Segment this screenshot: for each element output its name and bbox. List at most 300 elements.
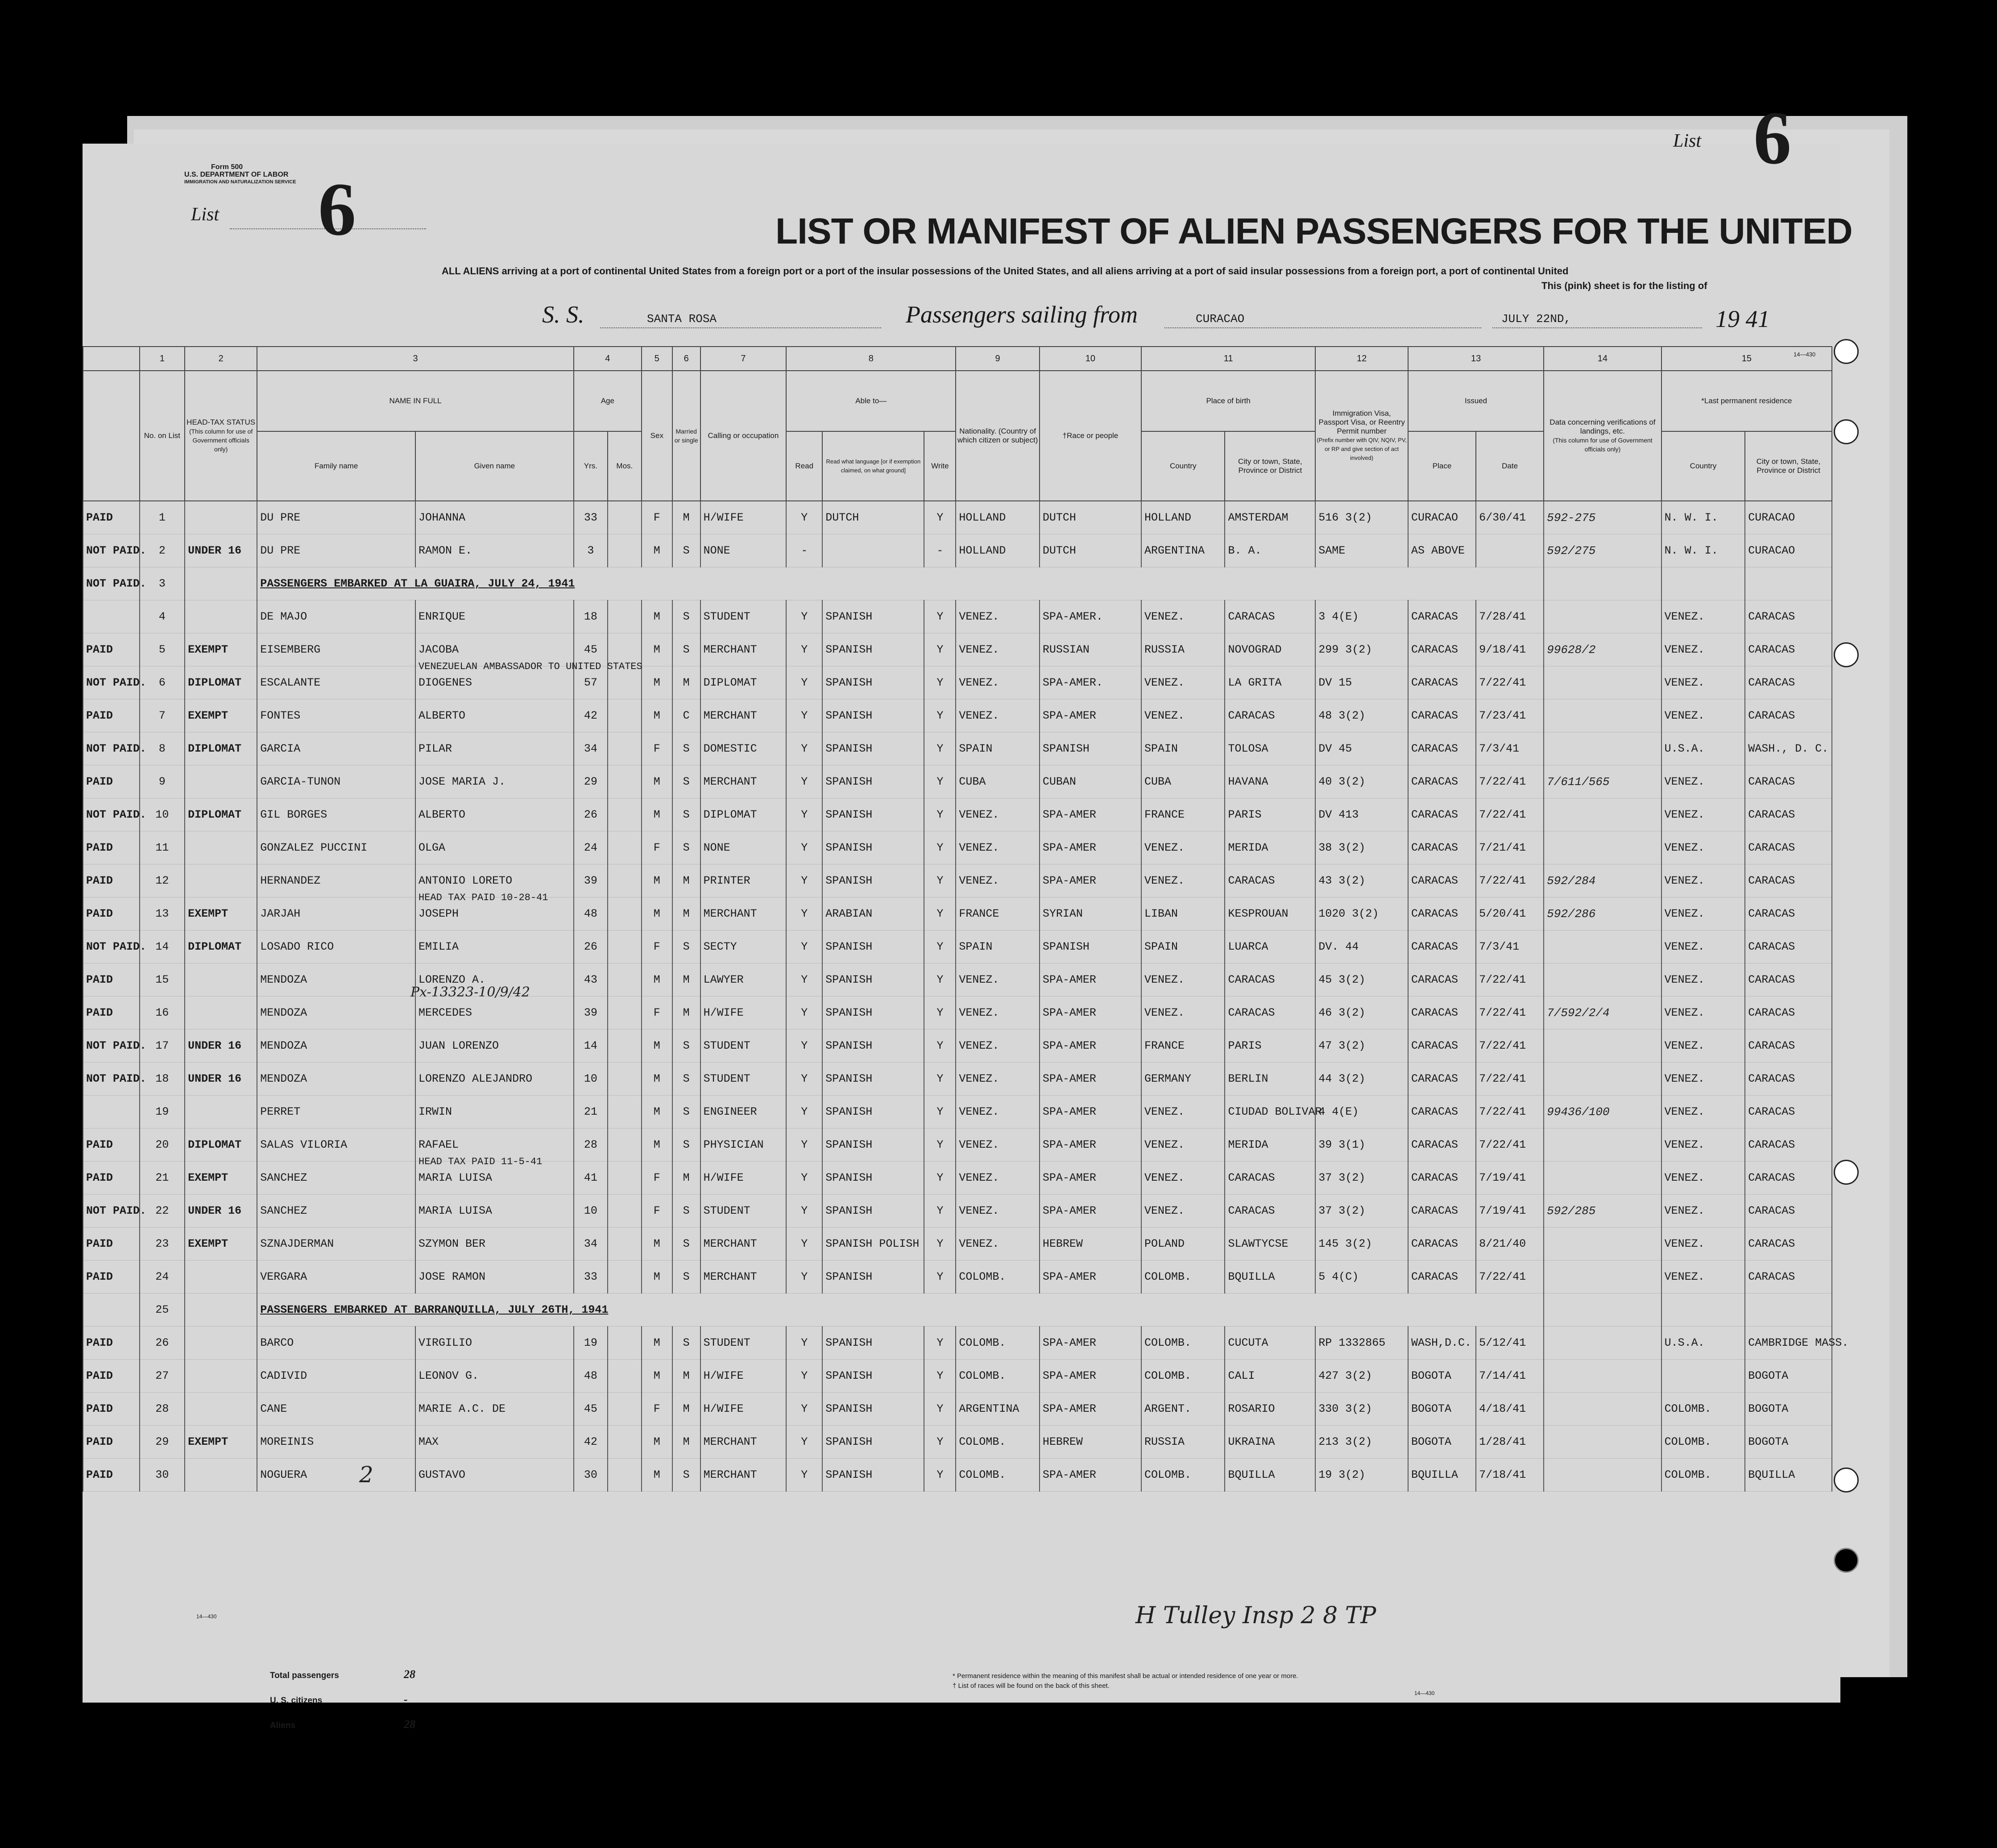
birth-city-cell: BQUILLA bbox=[1225, 1459, 1315, 1492]
residence-country-cell: VENEZ. bbox=[1661, 666, 1745, 699]
age-years-cell: 19 bbox=[574, 1327, 608, 1360]
sex-cell: M bbox=[642, 765, 672, 798]
passenger-table bbox=[83, 346, 1849, 1492]
language-cell: SPANISH bbox=[822, 1426, 924, 1459]
language-cell: DUTCH bbox=[822, 501, 924, 534]
residence-country-cell: VENEZ. bbox=[1661, 765, 1745, 798]
nationality-cell: VENEZ. bbox=[956, 699, 1040, 732]
empty-cell bbox=[1661, 1294, 1745, 1327]
list-number-cell: 20 bbox=[140, 1129, 185, 1162]
visa-cell: 45 3(2) bbox=[1315, 963, 1408, 996]
residence-country-cell: VENEZ. bbox=[1661, 600, 1745, 633]
head-tax-status-cell: EXEMPT bbox=[185, 633, 257, 666]
col-num-4: 4 bbox=[574, 347, 642, 371]
marital-status-cell: M bbox=[672, 897, 700, 930]
race-cell: SPA-AMER bbox=[1040, 798, 1141, 831]
family-name-cell: GARCIA bbox=[257, 732, 415, 765]
occupation-cell: H/WIFE bbox=[700, 501, 787, 534]
list-number-cell: 1 bbox=[140, 501, 185, 534]
birth-country-cell: VENEZ. bbox=[1141, 699, 1225, 732]
sailing-port: CURACAO bbox=[1196, 312, 1245, 326]
list-number-cell: 6 bbox=[140, 666, 185, 699]
issued-date-cell: 7/19/41 bbox=[1476, 1195, 1544, 1228]
age-months-cell bbox=[608, 930, 642, 963]
verification-cell bbox=[1544, 831, 1661, 864]
table-row bbox=[83, 1327, 1832, 1360]
binder-hole bbox=[1834, 1548, 1859, 1573]
race-cell: SPA-AMER bbox=[1040, 1029, 1141, 1062]
issued-place-cell: CARACAS bbox=[1408, 1162, 1476, 1195]
occupation-cell: STUDENT bbox=[700, 600, 787, 633]
head-tax-paid-status: NOT PAID. bbox=[83, 798, 140, 831]
header-last-residence: *Last permanent residence bbox=[1661, 371, 1832, 431]
read-cell: Y bbox=[786, 1062, 822, 1096]
sex-cell: M bbox=[642, 1327, 672, 1360]
family-name-cell: HERNANDEZ bbox=[257, 864, 415, 897]
write-cell: Y bbox=[924, 732, 956, 765]
visa-title: Immigration Visa, Passport Visa, or Reentry Permit number bbox=[1318, 409, 1405, 435]
header-residence-city: City or town, State, Province or District bbox=[1745, 431, 1832, 501]
residence-country-cell: VENEZ. bbox=[1661, 1129, 1745, 1162]
verification-cell bbox=[1544, 1360, 1661, 1393]
birth-country-cell: COLOMB. bbox=[1141, 1261, 1225, 1294]
aliens-count bbox=[270, 1712, 538, 1737]
write-cell: Y bbox=[924, 600, 956, 633]
visa-cell: 299 3(2) bbox=[1315, 633, 1408, 666]
table-row bbox=[83, 1029, 1832, 1062]
empty-cell bbox=[1544, 1294, 1661, 1327]
sex-cell: M bbox=[642, 1360, 672, 1393]
family-name-cell: LOSADO RICO bbox=[257, 930, 415, 963]
family-name-cell: JARJAH bbox=[257, 897, 415, 930]
family-name-cell: NOGUERA bbox=[257, 1459, 415, 1492]
issued-date-cell: 7/28/41 bbox=[1476, 600, 1544, 633]
marital-status-cell: S bbox=[672, 930, 700, 963]
header-head-tax bbox=[185, 371, 257, 501]
race-cell: SPA-AMER bbox=[1040, 1096, 1141, 1129]
verification-cell bbox=[1544, 699, 1661, 732]
age-months-cell bbox=[608, 996, 642, 1029]
col-num-12: 12 bbox=[1315, 347, 1408, 371]
race-cell: DUTCH bbox=[1040, 501, 1141, 534]
header-issued-place: Place bbox=[1408, 431, 1476, 501]
age-months-cell bbox=[608, 831, 642, 864]
age-years-cell: 10 bbox=[574, 1195, 608, 1228]
issued-date-cell: 7/22/41 bbox=[1476, 1062, 1544, 1096]
occupation-cell: PRINTER bbox=[700, 864, 787, 897]
residence-city-cell: CARACAS bbox=[1745, 600, 1832, 633]
age-months-cell bbox=[608, 1162, 642, 1195]
birth-city-cell: LA GRITA bbox=[1225, 666, 1315, 699]
residence-city-cell: CURACAO bbox=[1745, 534, 1832, 567]
birth-city-cell: CARACAS bbox=[1225, 1162, 1315, 1195]
family-name-cell: EISEMBERG bbox=[257, 633, 415, 666]
list-number-cell: 27 bbox=[140, 1360, 185, 1393]
write-cell: Y bbox=[924, 633, 956, 666]
age-years-cell: 10 bbox=[574, 1062, 608, 1096]
issued-date-cell: 7/18/41 bbox=[1476, 1459, 1544, 1492]
nationality-cell: VENEZ. bbox=[956, 1029, 1040, 1062]
write-cell: Y bbox=[924, 930, 956, 963]
sex-cell: M bbox=[642, 534, 672, 567]
residence-city-cell: BOGOTA bbox=[1745, 1426, 1832, 1459]
head-tax-paid-status bbox=[83, 1096, 140, 1129]
head-tax-status-cell: DIPLOMAT bbox=[185, 1129, 257, 1162]
read-cell: Y bbox=[786, 699, 822, 732]
binder-hole bbox=[1834, 642, 1859, 667]
language-cell: SPANISH bbox=[822, 963, 924, 996]
nationality-cell: VENEZ. bbox=[956, 1062, 1040, 1096]
given-name-cell: EMILIA bbox=[415, 930, 574, 963]
birth-country-cell: GERMANY bbox=[1141, 1062, 1225, 1096]
residence-country-cell: VENEZ. bbox=[1661, 1261, 1745, 1294]
family-name-cell: DU PRE bbox=[257, 534, 415, 567]
binder-hole bbox=[1834, 1160, 1859, 1185]
issued-place-cell: CARACAS bbox=[1408, 1096, 1476, 1129]
head-tax-paid-status: PAID bbox=[83, 765, 140, 798]
header-age: Age bbox=[574, 371, 642, 431]
verification-cell bbox=[1544, 1062, 1661, 1096]
header-birth-country: Country bbox=[1141, 431, 1225, 501]
manifest-title: LIST OR MANIFEST OF ALIEN PASSENGERS FOR THE UNITED bbox=[775, 211, 1852, 252]
given-name-cell: HEAD TAX PAID 10-28-41 JOSEPH bbox=[415, 897, 574, 930]
age-years-cell: 33 bbox=[574, 1261, 608, 1294]
head-tax-paid-status: PAID bbox=[83, 1360, 140, 1393]
nationality-cell: COLOMB. bbox=[956, 1426, 1040, 1459]
family-name-cell: MENDOZA bbox=[257, 996, 415, 1029]
column-header-row-1 bbox=[83, 371, 1832, 431]
birth-city-cell: SLAWTYCSE bbox=[1225, 1228, 1315, 1261]
visa-cell: 46 3(2) bbox=[1315, 996, 1408, 1029]
read-cell: Y bbox=[786, 501, 822, 534]
issued-place-cell: CARACAS bbox=[1408, 1029, 1476, 1062]
family-name-cell: MENDOZA bbox=[257, 963, 415, 996]
typed-overnote: HEAD TAX PAID 10-28-41 bbox=[418, 892, 548, 903]
col-num-10: 10 bbox=[1040, 347, 1141, 371]
age-months-cell bbox=[608, 699, 642, 732]
header-landings bbox=[1544, 371, 1661, 501]
empty-cell bbox=[1544, 567, 1661, 600]
residence-city-cell: CARACAS bbox=[1745, 765, 1832, 798]
issued-place-cell: CARACAS bbox=[1408, 831, 1476, 864]
head-tax-paid-status: PAID bbox=[83, 1426, 140, 1459]
nationality-cell: HOLLAND bbox=[956, 534, 1040, 567]
race-cell: RUSSIAN bbox=[1040, 633, 1141, 666]
embarkation-note: PASSENGERS EMBARKED AT BARRANQUILLA, JULY 26TH, 1941 bbox=[257, 1294, 1544, 1327]
marital-status-cell: M bbox=[672, 864, 700, 897]
col-num-5: 5 bbox=[642, 347, 672, 371]
marital-status-cell: M bbox=[672, 1426, 700, 1459]
residence-city-cell: BOGOTA bbox=[1745, 1360, 1832, 1393]
birth-city-cell: HAVANA bbox=[1225, 765, 1315, 798]
residence-country-cell: VENEZ. bbox=[1661, 996, 1745, 1029]
table-row bbox=[83, 699, 1832, 732]
family-name-cell: MENDOZA bbox=[257, 1062, 415, 1096]
table-row bbox=[83, 633, 1832, 666]
sailing-year: 19 41 bbox=[1715, 306, 1770, 332]
visa-cell: RP 1332865 bbox=[1315, 1327, 1408, 1360]
race-cell: SPANISH bbox=[1040, 732, 1141, 765]
list-number-cell: 4 bbox=[140, 600, 185, 633]
residence-country-cell: VENEZ. bbox=[1661, 1062, 1745, 1096]
age-years-cell: 39 bbox=[574, 996, 608, 1029]
list-number-cell: 18 bbox=[140, 1062, 185, 1096]
given-name-cell: LORENZO ALEJANDRO bbox=[415, 1062, 574, 1096]
nationality-cell: VENEZ. bbox=[956, 600, 1040, 633]
age-months-cell bbox=[608, 534, 642, 567]
sex-cell: F bbox=[642, 1195, 672, 1228]
residence-country-cell: VENEZ. bbox=[1661, 831, 1745, 864]
birth-country-cell: FRANCE bbox=[1141, 798, 1225, 831]
table-row bbox=[83, 1228, 1832, 1261]
head-tax-status-cell bbox=[185, 1261, 257, 1294]
visa-cell: 4 4(E) bbox=[1315, 1096, 1408, 1129]
list-number-cell: 24 bbox=[140, 1261, 185, 1294]
nationality-cell: COLOMB. bbox=[956, 1261, 1040, 1294]
head-tax-status-cell: DIPLOMAT bbox=[185, 798, 257, 831]
issued-place-cell: CARACAS bbox=[1408, 1129, 1476, 1162]
visa-cell: 1020 3(2) bbox=[1315, 897, 1408, 930]
head-tax-status-cell: EXEMPT bbox=[185, 1228, 257, 1261]
table-row bbox=[83, 1393, 1832, 1426]
head-tax-paid-status: NOT PAID. bbox=[83, 1029, 140, 1062]
given-name-cell: LEONOV G. bbox=[415, 1360, 574, 1393]
age-months-cell bbox=[608, 1327, 642, 1360]
language-cell: SPANISH bbox=[822, 1459, 924, 1492]
age-months-cell bbox=[608, 1195, 642, 1228]
sex-cell: M bbox=[642, 666, 672, 699]
issued-date-cell: 7/21/41 bbox=[1476, 831, 1544, 864]
visa-cell: DV. 44 bbox=[1315, 930, 1408, 963]
residence-country-cell: COLOMB. bbox=[1661, 1426, 1745, 1459]
write-cell: Y bbox=[924, 1162, 956, 1195]
occupation-cell: LAWYER bbox=[700, 963, 787, 996]
col-num-15: 15 bbox=[1661, 347, 1832, 371]
occupation-cell: H/WIFE bbox=[700, 996, 787, 1029]
residence-country-cell: COLOMB. bbox=[1661, 1393, 1745, 1426]
issued-date-cell: 5/12/41 bbox=[1476, 1327, 1544, 1360]
inspector-signature: H Tulley Insp 2 8 TP bbox=[1135, 1602, 1376, 1629]
col-num-3: 3 bbox=[257, 347, 574, 371]
residence-city-cell: CARACAS bbox=[1745, 699, 1832, 732]
citizens-label: U. S. citizens bbox=[270, 1696, 323, 1705]
col-num-1: 1 bbox=[140, 347, 185, 371]
visa-cell: DV 15 bbox=[1315, 666, 1408, 699]
race-cell: SPA-AMER bbox=[1040, 1327, 1141, 1360]
service-name: IMMIGRATION AND NATURALIZATION SERVICE bbox=[184, 179, 296, 185]
age-months-cell bbox=[608, 1360, 642, 1393]
sex-cell: M bbox=[642, 897, 672, 930]
table-row bbox=[83, 798, 1832, 831]
marital-status-cell: S bbox=[672, 1261, 700, 1294]
read-cell: Y bbox=[786, 798, 822, 831]
sex-cell: M bbox=[642, 633, 672, 666]
sex-cell: M bbox=[642, 1228, 672, 1261]
issued-date-cell: 7/22/41 bbox=[1476, 666, 1544, 699]
residence-city-cell: CARACAS bbox=[1745, 831, 1832, 864]
family-name-cell: MENDOZA bbox=[257, 1029, 415, 1062]
family-name-cell: MOREINIS bbox=[257, 1426, 415, 1459]
race-cell: SPA-AMER bbox=[1040, 1393, 1141, 1426]
list-number-cell: 25 bbox=[140, 1294, 185, 1327]
residence-city-cell: CARACAS bbox=[1745, 1195, 1832, 1228]
table-row bbox=[83, 963, 1832, 996]
head-tax-status-cell: DIPLOMAT bbox=[185, 930, 257, 963]
birth-country-cell: COLOMB. bbox=[1141, 1360, 1225, 1393]
race-cell: SPA-AMER. bbox=[1040, 666, 1141, 699]
visa-cell: DV 413 bbox=[1315, 798, 1408, 831]
family-name-cell: FONTES bbox=[257, 699, 415, 732]
col-num-13: 13 bbox=[1408, 347, 1544, 371]
citizens-value: - bbox=[404, 1693, 408, 1706]
given-name-cell: MARIE A.C. DE bbox=[415, 1393, 574, 1426]
occupation-cell: H/WIFE bbox=[700, 1360, 787, 1393]
manifest-sheet bbox=[83, 96, 1852, 1731]
head-tax-status-cell: UNDER 16 bbox=[185, 1195, 257, 1228]
issued-place-cell: BQUILLA bbox=[1408, 1459, 1476, 1492]
header-place-of-birth: Place of birth bbox=[1141, 371, 1315, 431]
birth-country-cell: ARGENT. bbox=[1141, 1393, 1225, 1426]
age-years-cell: 42 bbox=[574, 699, 608, 732]
birth-city-cell: CARACAS bbox=[1225, 996, 1315, 1029]
col-num-2: 2 bbox=[185, 347, 257, 371]
write-cell: Y bbox=[924, 1096, 956, 1129]
given-name-cell: MAX bbox=[415, 1426, 574, 1459]
issued-place-cell: CARACAS bbox=[1408, 600, 1476, 633]
issued-date-cell: 4/18/41 bbox=[1476, 1393, 1544, 1426]
residence-city-cell: CARACAS bbox=[1745, 666, 1832, 699]
marital-status-cell: S bbox=[672, 600, 700, 633]
birth-country-cell: VENEZ. bbox=[1141, 1162, 1225, 1195]
residence-country-cell: VENEZ. bbox=[1661, 930, 1745, 963]
verification-cell bbox=[1544, 1393, 1661, 1426]
language-cell: SPANISH bbox=[822, 1129, 924, 1162]
marital-status-cell: S bbox=[672, 1459, 700, 1492]
write-cell: Y bbox=[924, 1426, 956, 1459]
visa-cell: 427 3(2) bbox=[1315, 1360, 1408, 1393]
age-months-cell bbox=[608, 732, 642, 765]
race-cell: SPA-AMER bbox=[1040, 1129, 1141, 1162]
birth-city-cell: BERLIN bbox=[1225, 1062, 1315, 1096]
birth-country-cell: VENEZ. bbox=[1141, 666, 1225, 699]
occupation-cell: STUDENT bbox=[700, 1062, 787, 1096]
age-years-cell: 29 bbox=[574, 765, 608, 798]
given-name-cell: HEAD TAX PAID 11-5-41 MARIA LUISA bbox=[415, 1162, 574, 1195]
issued-place-cell: CARACAS bbox=[1408, 732, 1476, 765]
age-years-cell: 21 bbox=[574, 1096, 608, 1129]
read-cell: Y bbox=[786, 831, 822, 864]
occupation-cell: NONE bbox=[700, 534, 787, 567]
typed-overnote: VENEZUELAN AMBASSADOR TO UNITED STATES bbox=[418, 661, 642, 672]
head-tax-status-cell: UNDER 16 bbox=[185, 534, 257, 567]
birth-city-cell: CARACAS bbox=[1225, 600, 1315, 633]
sex-cell: M bbox=[642, 1062, 672, 1096]
head-tax-status-cell bbox=[185, 864, 257, 897]
issued-date-cell: 7/22/41 bbox=[1476, 1096, 1544, 1129]
handwritten-page-mark: 2 bbox=[359, 1462, 373, 1488]
form-number: Form 500 bbox=[211, 163, 243, 171]
visa-cell: 44 3(2) bbox=[1315, 1062, 1408, 1096]
issued-date-cell: 7/23/41 bbox=[1476, 699, 1544, 732]
write-cell: Y bbox=[924, 1393, 956, 1426]
issued-place-cell: CARACAS bbox=[1408, 1261, 1476, 1294]
residence-country-cell: VENEZ. bbox=[1661, 798, 1745, 831]
list-number-cell: 8 bbox=[140, 732, 185, 765]
list-number-cell: 21 bbox=[140, 1162, 185, 1195]
family-name-cell: BARCO bbox=[257, 1327, 415, 1360]
table-row bbox=[83, 864, 1832, 897]
issued-place-cell: CARACAS bbox=[1408, 1195, 1476, 1228]
occupation-cell: MERCHANT bbox=[700, 765, 787, 798]
marital-status-cell: M bbox=[672, 501, 700, 534]
given-name-cell: OLGA bbox=[415, 831, 574, 864]
occupation-cell: STUDENT bbox=[700, 1029, 787, 1062]
list-number-cell: 19 bbox=[140, 1096, 185, 1129]
list-number-cell: 11 bbox=[140, 831, 185, 864]
issued-date-cell: 7/3/41 bbox=[1476, 732, 1544, 765]
given-name-cell: VIRGILIO bbox=[415, 1327, 574, 1360]
verification-cell bbox=[1544, 1228, 1661, 1261]
binder-hole bbox=[1834, 339, 1859, 364]
age-years-cell: 28 bbox=[574, 1129, 608, 1162]
header-read: Read bbox=[786, 431, 822, 501]
verification-cell bbox=[1544, 1029, 1661, 1062]
age-years-cell: 48 bbox=[574, 1360, 608, 1393]
age-months-cell bbox=[608, 501, 642, 534]
table-row bbox=[83, 1195, 1832, 1228]
age-years-cell: 18 bbox=[574, 600, 608, 633]
issued-date-cell: 8/21/40 bbox=[1476, 1228, 1544, 1261]
nationality-cell: VENEZ. bbox=[956, 864, 1040, 897]
language-cell: SPANISH bbox=[822, 1393, 924, 1426]
residence-country-cell: U.S.A. bbox=[1661, 1327, 1745, 1360]
read-cell: Y bbox=[786, 732, 822, 765]
head-tax-paid-status: PAID bbox=[83, 963, 140, 996]
binder-hole bbox=[1834, 1468, 1859, 1492]
nationality-cell: SPAIN bbox=[956, 930, 1040, 963]
marital-status-cell: S bbox=[672, 798, 700, 831]
list-number-cell: 13 bbox=[140, 897, 185, 930]
marital-status-cell: S bbox=[672, 1029, 700, 1062]
issued-date-cell bbox=[1476, 534, 1544, 567]
write-cell: Y bbox=[924, 1327, 956, 1360]
residence-country-cell: COLOMB. bbox=[1661, 1459, 1745, 1492]
list-number-cell: 30 bbox=[140, 1459, 185, 1492]
birth-city-cell: PARIS bbox=[1225, 1029, 1315, 1062]
given-name-cell: LORENZO A. bbox=[415, 963, 574, 996]
manifest-subtitle-2: This (pink) sheet is for the listing of bbox=[1541, 280, 1707, 291]
head-tax-paid-status: PAID bbox=[83, 1162, 140, 1195]
header-nationality: Nationality. (Country of which citizen or subject) bbox=[956, 371, 1040, 501]
residence-country-cell: VENEZ. bbox=[1661, 633, 1745, 666]
race-cell: SPA-AMER bbox=[1040, 1162, 1141, 1195]
list-label-right: List bbox=[1673, 131, 1702, 151]
read-cell: Y bbox=[786, 897, 822, 930]
residence-city-cell: CARACAS bbox=[1745, 1029, 1832, 1062]
residence-country-cell: U.S.A. bbox=[1661, 732, 1745, 765]
age-years-cell: 3 bbox=[574, 534, 608, 567]
head-tax-status-cell bbox=[185, 765, 257, 798]
issued-date-cell: 7/22/41 bbox=[1476, 765, 1544, 798]
nationality-cell: COLOMB. bbox=[956, 1327, 1040, 1360]
given-name-cell: RAMON E. bbox=[415, 534, 574, 567]
verification-cell: 592/275 bbox=[1544, 534, 1661, 567]
age-years-cell: 30 bbox=[574, 1459, 608, 1492]
verification-cell: 7/611/565 bbox=[1544, 765, 1661, 798]
birth-city-cell: AMSTERDAM bbox=[1225, 501, 1315, 534]
issued-date-cell: 7/3/41 bbox=[1476, 930, 1544, 963]
ship-name: SANTA ROSA bbox=[647, 312, 717, 326]
